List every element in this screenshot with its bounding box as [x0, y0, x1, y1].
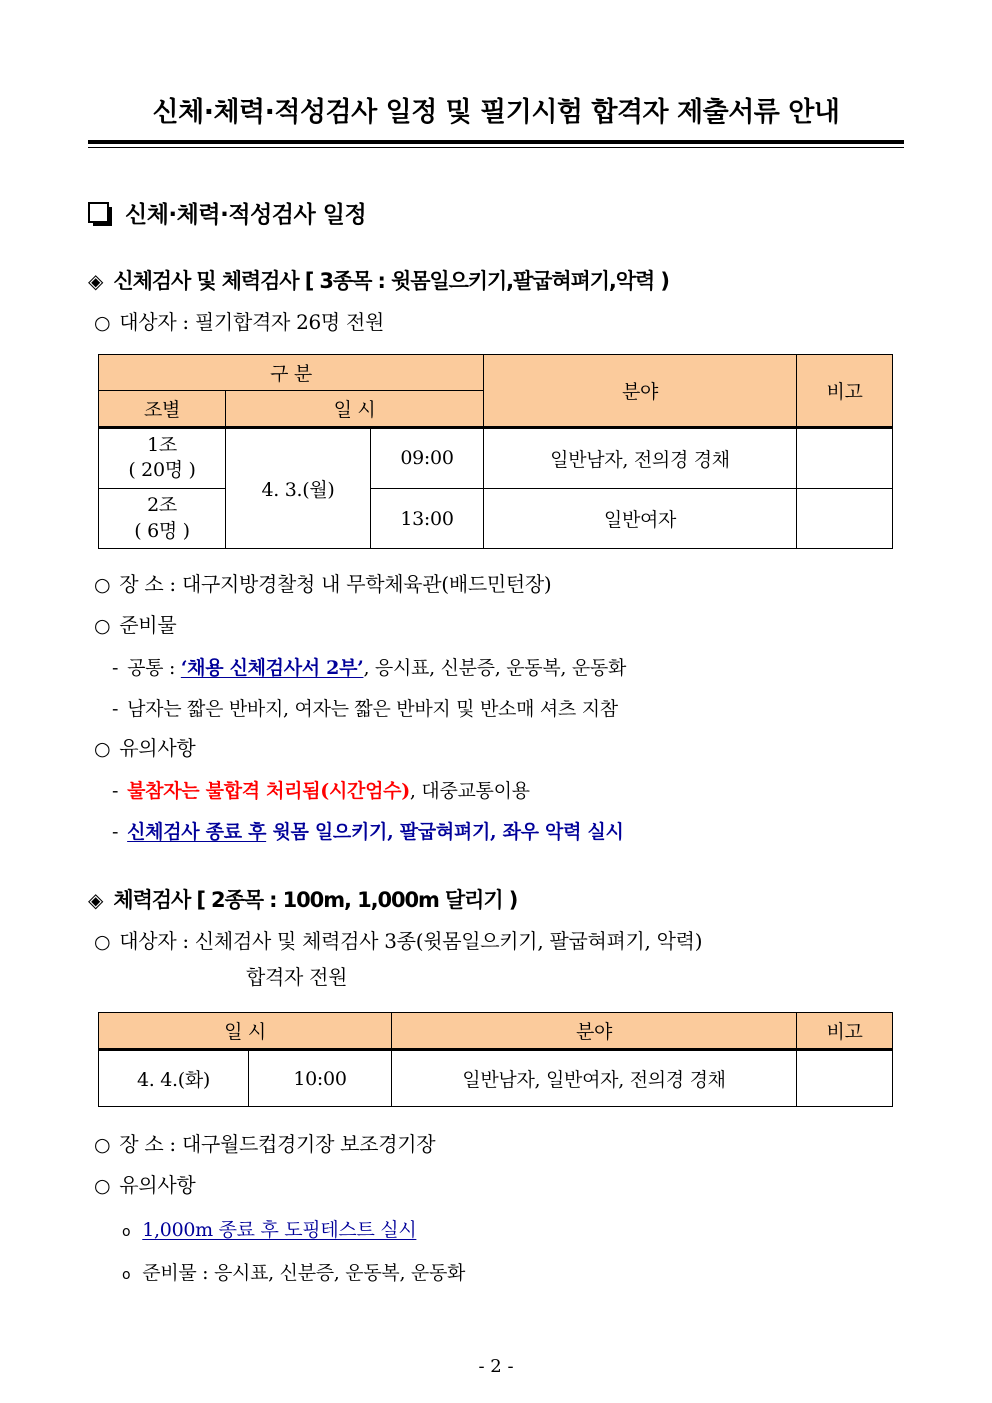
block1-target-value: 필기합격자 26명 전원: [194, 309, 385, 334]
block1-notice-label: 유의사항: [119, 736, 196, 761]
diamond-bullet-icon: ◈: [88, 268, 104, 293]
block1-prep-clothes-row: [112, 694, 992, 721]
table1-r1-group-name: 1조: [147, 433, 177, 456]
block1-place-label: 장 소 :: [119, 572, 176, 597]
block2-notice1-text: 1,000m 종료 후 도핑테스트 실시: [142, 1219, 417, 1242]
block1-target-row: [94, 309, 992, 336]
table-row: [99, 489, 893, 549]
block2-target-value: 신체검사 및 체력검사 3종(윗몸일으키기, 팔굽혀펴기, 악력): [194, 929, 703, 954]
block1-notice2-underline: 신체검사 종료 후: [127, 821, 267, 844]
dash-bullet-icon: -: [112, 657, 119, 680]
circle-bullet-icon: ○: [94, 931, 111, 954]
schedule-table-2: [98, 1012, 893, 1107]
block1-notice1-rest: , 대중교통이용: [409, 780, 530, 803]
table1-r1-remark: [797, 427, 893, 488]
document-header: [0, 0, 992, 148]
block1-place-row: [94, 571, 992, 598]
block1-prep-common-prefix: 공통 :: [127, 657, 181, 680]
small-circle-bullet-icon: o: [122, 1267, 131, 1284]
block1-prep-common-rest: , 응시표, 신분증, 운동복, 운동화: [363, 657, 627, 680]
block2-heading-label: 체력검사 [ 2종목 : 100m, 1,000m 달리기 ): [113, 888, 518, 913]
table1-header-field: 분야: [484, 354, 797, 427]
block2-notice2-text: 준비물 : 응시표, 신분증, 운동복, 운동화: [142, 1262, 466, 1285]
block2-target-label: 대상자 :: [119, 929, 189, 954]
block1-prep-row: [94, 612, 992, 639]
dash-bullet-icon: -: [112, 698, 119, 721]
shadow-square-bullet-icon: [88, 202, 109, 223]
circle-bullet-icon: ○: [94, 1175, 111, 1198]
block2-target-text: [119, 928, 702, 955]
table1-r2-group-name: 2조: [147, 494, 177, 517]
block2-heading: [88, 884, 992, 914]
block1-heading-label: 신체검사 및 체력검사 [ 3종목 : 윗몸일으키기,팔굽혀펴기,악력 ): [113, 268, 669, 293]
circle-bullet-icon: ○: [94, 738, 111, 761]
dash-bullet-icon: -: [112, 780, 119, 803]
table2-r1-time: 10:00: [249, 1050, 392, 1107]
block2-place-text: [119, 1131, 435, 1158]
block1-target-text: [119, 309, 384, 336]
small-circle-bullet-icon: o: [122, 1224, 131, 1241]
block2-notice1-row: [122, 1215, 992, 1242]
table2-r1-remark: [797, 1050, 893, 1107]
table-row: [99, 1050, 893, 1107]
table1-r2-group: [99, 489, 226, 549]
block2-notice2-row: [122, 1258, 992, 1285]
block1-prep-common-highlight: ‘채용 신체검사서 2부’: [180, 657, 364, 680]
block1-prep-clothes-text: 남자는 짧은 반바지, 여자는 짧은 반바지 및 반소매 셔츠 지참: [127, 698, 618, 721]
circle-bullet-icon: ○: [94, 615, 111, 638]
table1-header-group: 구 분: [99, 354, 484, 390]
circle-bullet-icon: ○: [94, 1134, 111, 1157]
table1-r1-field: 일반남자, 전의경 경채: [484, 427, 797, 488]
table1-header-group-sub1: 조별: [99, 390, 226, 427]
table1-r2-time: 13:00: [371, 489, 484, 549]
block1-notice1-text: [127, 776, 530, 803]
table1-header-remark: 비고: [797, 354, 893, 427]
table1-date: 4. 3.(월): [226, 427, 371, 549]
block2-notice-row: [94, 1172, 992, 1199]
table1-r2-group-count: ( 6명 ): [134, 519, 190, 542]
table1-r2-remark: [797, 489, 893, 549]
block2-place-value: 대구월드컵경기장 보조경기장: [181, 1132, 436, 1157]
page-title: 신체·체력·적성검사 일정 및 필기시험 합격자 제출서류 안내: [152, 97, 840, 128]
block2-target-row: [94, 928, 992, 955]
block1-place-text: [119, 571, 551, 598]
block1-target-label: 대상자 :: [119, 309, 189, 334]
table2-r1-field: 일반남자, 일반여자, 전의경 경채: [392, 1050, 797, 1107]
page-number: - 2 -: [478, 1356, 514, 1377]
table1-r2-field: 일반여자: [484, 489, 797, 549]
section-heading: [88, 196, 992, 229]
circle-bullet-icon: ○: [94, 311, 111, 334]
table1-header-row-1: [99, 354, 893, 390]
table2-header-row: [99, 1013, 893, 1050]
table2-header-remark: 비고: [797, 1013, 893, 1050]
block1-prep-label: 준비물: [119, 613, 177, 638]
block1-notice2-text: [127, 817, 623, 844]
table1-r1-group-count: ( 20명 ): [128, 459, 196, 482]
table2-r1-date: 4. 4.(화): [99, 1050, 249, 1107]
block2-target-line2: 합격자 전원: [246, 965, 348, 990]
block2-notice-label: 유의사항: [119, 1173, 196, 1198]
block2-place-label: 장 소 :: [119, 1132, 176, 1157]
dash-bullet-icon: -: [112, 821, 119, 844]
schedule-table-1: [98, 354, 893, 550]
table1-header-group-sub2: 일 시: [226, 390, 484, 427]
block1-notice1-row: [112, 776, 992, 803]
table2-header-field: 분야: [392, 1013, 797, 1050]
block1-notice2-row: [112, 817, 992, 844]
diamond-bullet-icon: ◈: [88, 888, 104, 913]
block1-heading: [88, 265, 992, 295]
block1-place-value: 대구지방경찰청 내 무학체육관(배드민턴장): [181, 572, 552, 597]
block1-prep-common-text: [127, 653, 626, 680]
title-divider: [88, 140, 904, 148]
table-row: [99, 427, 893, 488]
table1-r1-group: [99, 427, 226, 488]
section-heading-label: 신체·체력·적성검사 일정: [125, 201, 367, 228]
circle-bullet-icon: ○: [94, 574, 111, 597]
block1-notice-row: [94, 735, 992, 762]
block1-notice1-warning: 불참자는 불합격 처리됨(시간엄수): [127, 780, 410, 803]
block2-place-row: [94, 1131, 992, 1158]
block1-prep-common-row: [112, 653, 992, 680]
table2-header-date: 일 시: [99, 1013, 392, 1050]
block1-notice2-rest: 윗몸 일으키기, 팔굽혀펴기, 좌우 악력 실시: [266, 821, 624, 844]
table1-r1-time: 09:00: [371, 427, 484, 488]
